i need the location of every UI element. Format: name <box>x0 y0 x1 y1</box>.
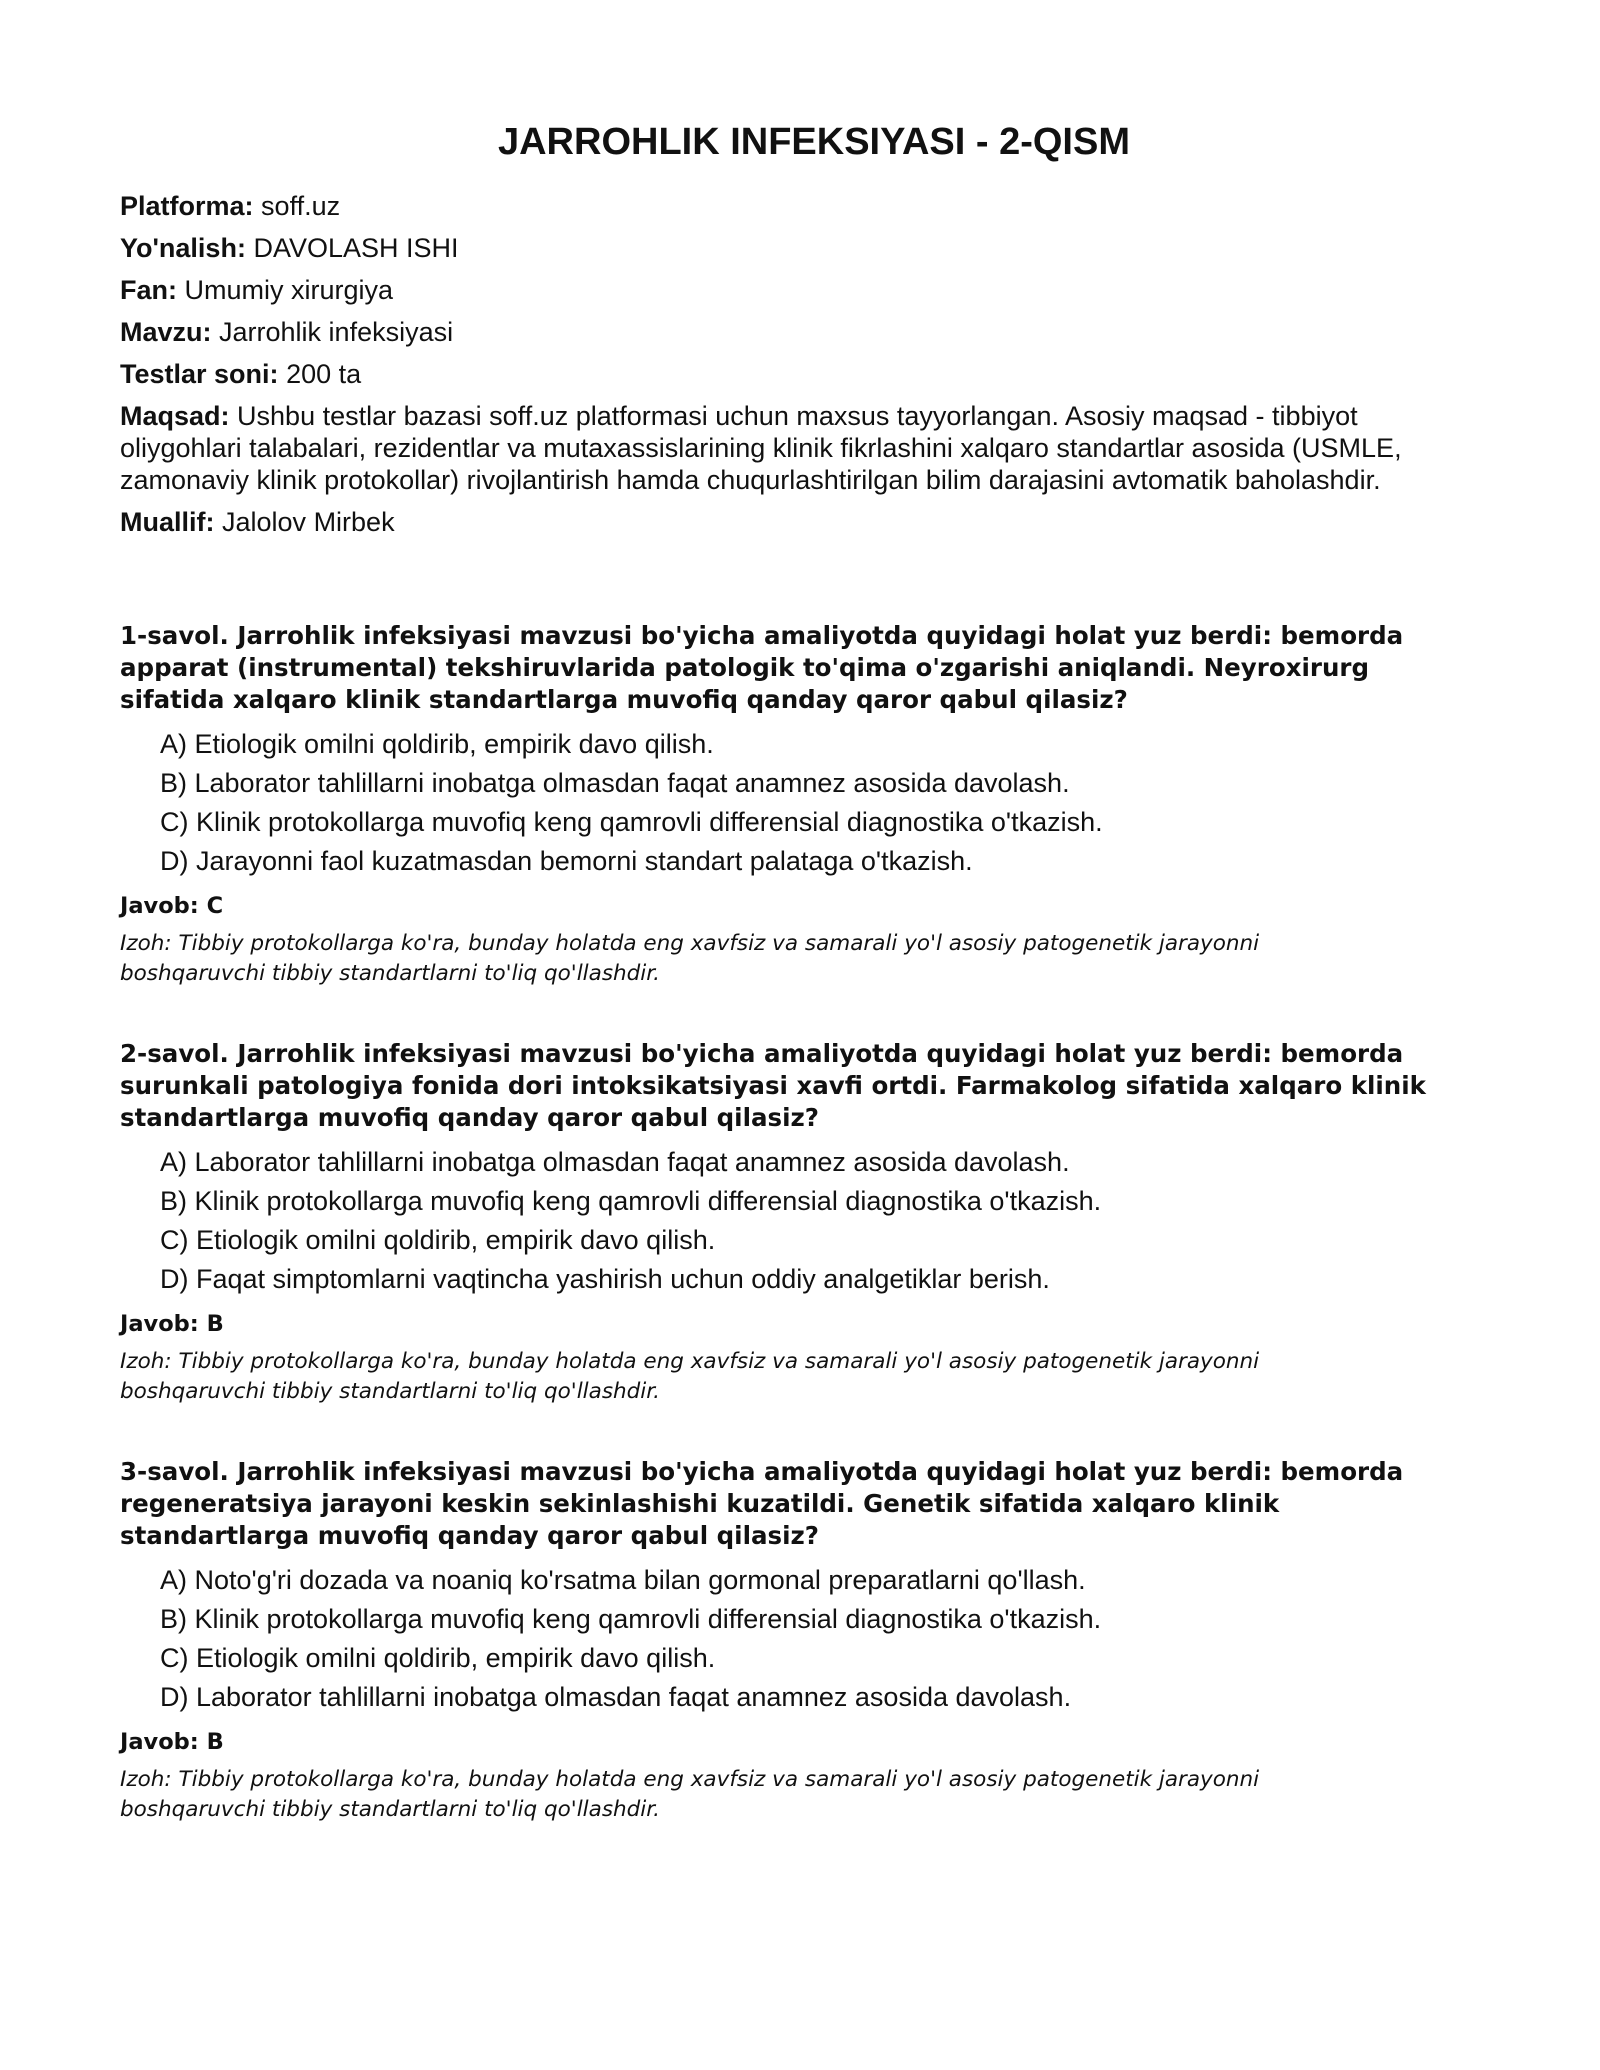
meta-platform <box>120 190 1460 222</box>
question-block <box>120 1456 1460 1825</box>
document-page <box>120 118 1460 1874</box>
meta-block <box>120 190 1460 538</box>
meta-value: Ushbu testlar bazasi soff.uz platformasi uchun maxsus tayyorlangan. Asosiy maqsad - tibbiyot oliygohlari talabalari, rezidentlar va mutaxassislarining klinik fikrlashini xalqaro standartlar asosida (USMLE, zamonaviy klinik protokollar) rivojlantirish hamda chuqurlashtirilgan bilim darajasini avtomatik baholashdir. <box>120 401 1402 495</box>
answer-option: C) Etiologik omilni qoldirib, empirik davo qilish. <box>160 1225 716 1255</box>
meta-value: 200 ta <box>286 359 362 389</box>
meta-value: soff.uz <box>261 191 341 221</box>
meta-subject <box>120 274 1460 306</box>
meta-label: Mavzu: <box>120 317 212 347</box>
answer-option: B) Klinik protokollarga muvofiq keng qamrovli differensial diagnostika o'tkazish. <box>160 1604 1102 1634</box>
answer-option: C) Etiologik omilni qoldirib, empirik davo qilish. <box>160 1643 716 1673</box>
page-title: JARROHLIK INFEKSIYASI - 2-QISM <box>497 121 1130 163</box>
meta-test-count <box>120 358 1460 390</box>
meta-value: Jalolov Mirbek <box>222 507 395 537</box>
meta-value: Jarrohlik infeksiyasi <box>219 317 454 347</box>
meta-label: Maqsad: <box>120 401 230 431</box>
answer-option: D) Jarayonni faol kuzatmasdan bemorni standart palataga o'tkazish. <box>160 846 973 876</box>
question-text: 3-savol. Jarrohlik infeksiyasi mavzusi bo'yicha amaliyotda quyidagi holat yuz berdi: bemorda regeneratsiya jarayoni keskin sekinlashishi kuzatildi. Genetik sifatida xalqaro klinik standartlarga muvofiq qanday qaror qabul qilasiz? <box>120 1457 1404 1550</box>
answer-option: C) Klinik protokollarga muvofiq keng qamrovli differensial diagnostika o'tkazish. <box>160 807 1103 837</box>
answer-option: A) Noto'g'ri dozada va noaniq ko'rsatma bilan gormonal preparatlarni qo'llash. <box>160 1565 1086 1595</box>
meta-label: Yo'nalish: <box>120 233 246 263</box>
answer-option: A) Etiologik omilni qoldirib, empirik davo qilish. <box>160 729 714 759</box>
correct-answer: Javob: C <box>120 893 224 919</box>
question-list <box>120 620 1460 1825</box>
correct-answer: Javob: B <box>120 1311 224 1337</box>
meta-label: Platforma: <box>120 191 254 221</box>
meta-value: DAVOLASH ISHI <box>253 233 459 263</box>
question-block <box>120 620 1460 989</box>
answer-explanation: Izoh: Tibbiy protokollarga ko'ra, bunday holatda eng xavfsiz va samarali yo'l asosiy patogenetik jarayonni boshqaruvchi tibbiy standartlarni to'liq qo'llashdir. <box>120 931 1260 986</box>
meta-goal <box>120 400 1460 496</box>
meta-label: Fan: <box>120 275 177 305</box>
meta-author <box>120 506 1460 538</box>
answer-explanation: Izoh: Tibbiy protokollarga ko'ra, bunday holatda eng xavfsiz va samarali yo'l asosiy patogenetik jarayonni boshqaruvchi tibbiy standartlarni to'liq qo'llashdir. <box>120 1767 1260 1822</box>
answer-option: D) Faqat simptomlarni vaqtincha yashirish uchun oddiy analgetiklar berish. <box>160 1264 1050 1294</box>
question-text: 2-savol. Jarrohlik infeksiyasi mavzusi bo'yicha amaliyotda quyidagi holat yuz berdi: bemorda surunkali patologiya fonida dori intoksikatsiyasi xavfi ortdi. Farmakolog sifatida xalqaro klinik standartlarga muvofiq qanday qaror qabul qilasiz? <box>120 1039 1426 1132</box>
question-text: 1-savol. Jarrohlik infeksiyasi mavzusi bo'yicha amaliyotda quyidagi holat yuz berdi: bemorda apparat (instrumental) tekshiruvlarida patologik to'qima o'zgarishi aniqlandi. Neyroxirurg sifatida xalqaro klinik standartlarga muvofiq qanday qaror qabul qilasiz? <box>120 621 1404 714</box>
answer-explanation: Izoh: Tibbiy protokollarga ko'ra, bunday holatda eng xavfsiz va samarali yo'l asosiy patogenetik jarayonni boshqaruvchi tibbiy standartlarni to'liq qo'llashdir. <box>120 1349 1260 1404</box>
answer-option: B) Laborator tahlillarni inobatga olmasdan faqat anamnez asosida davolash. <box>160 768 1070 798</box>
answer-option: A) Laborator tahlillarni inobatga olmasdan faqat anamnez asosida davolash. <box>160 1147 1070 1177</box>
meta-label: Muallif: <box>120 507 215 537</box>
correct-answer: Javob: B <box>120 1729 224 1755</box>
question-block <box>120 1038 1460 1407</box>
answer-option: B) Klinik protokollarga muvofiq keng qamrovli differensial diagnostika o'tkazish. <box>160 1186 1102 1216</box>
meta-label: Testlar soni: <box>120 359 279 389</box>
meta-direction <box>120 232 1460 264</box>
answer-option: D) Laborator tahlillarni inobatga olmasdan faqat anamnez asosida davolash. <box>160 1682 1072 1712</box>
meta-value: Umumiy xirurgiya <box>184 275 394 305</box>
meta-topic <box>120 316 1460 348</box>
